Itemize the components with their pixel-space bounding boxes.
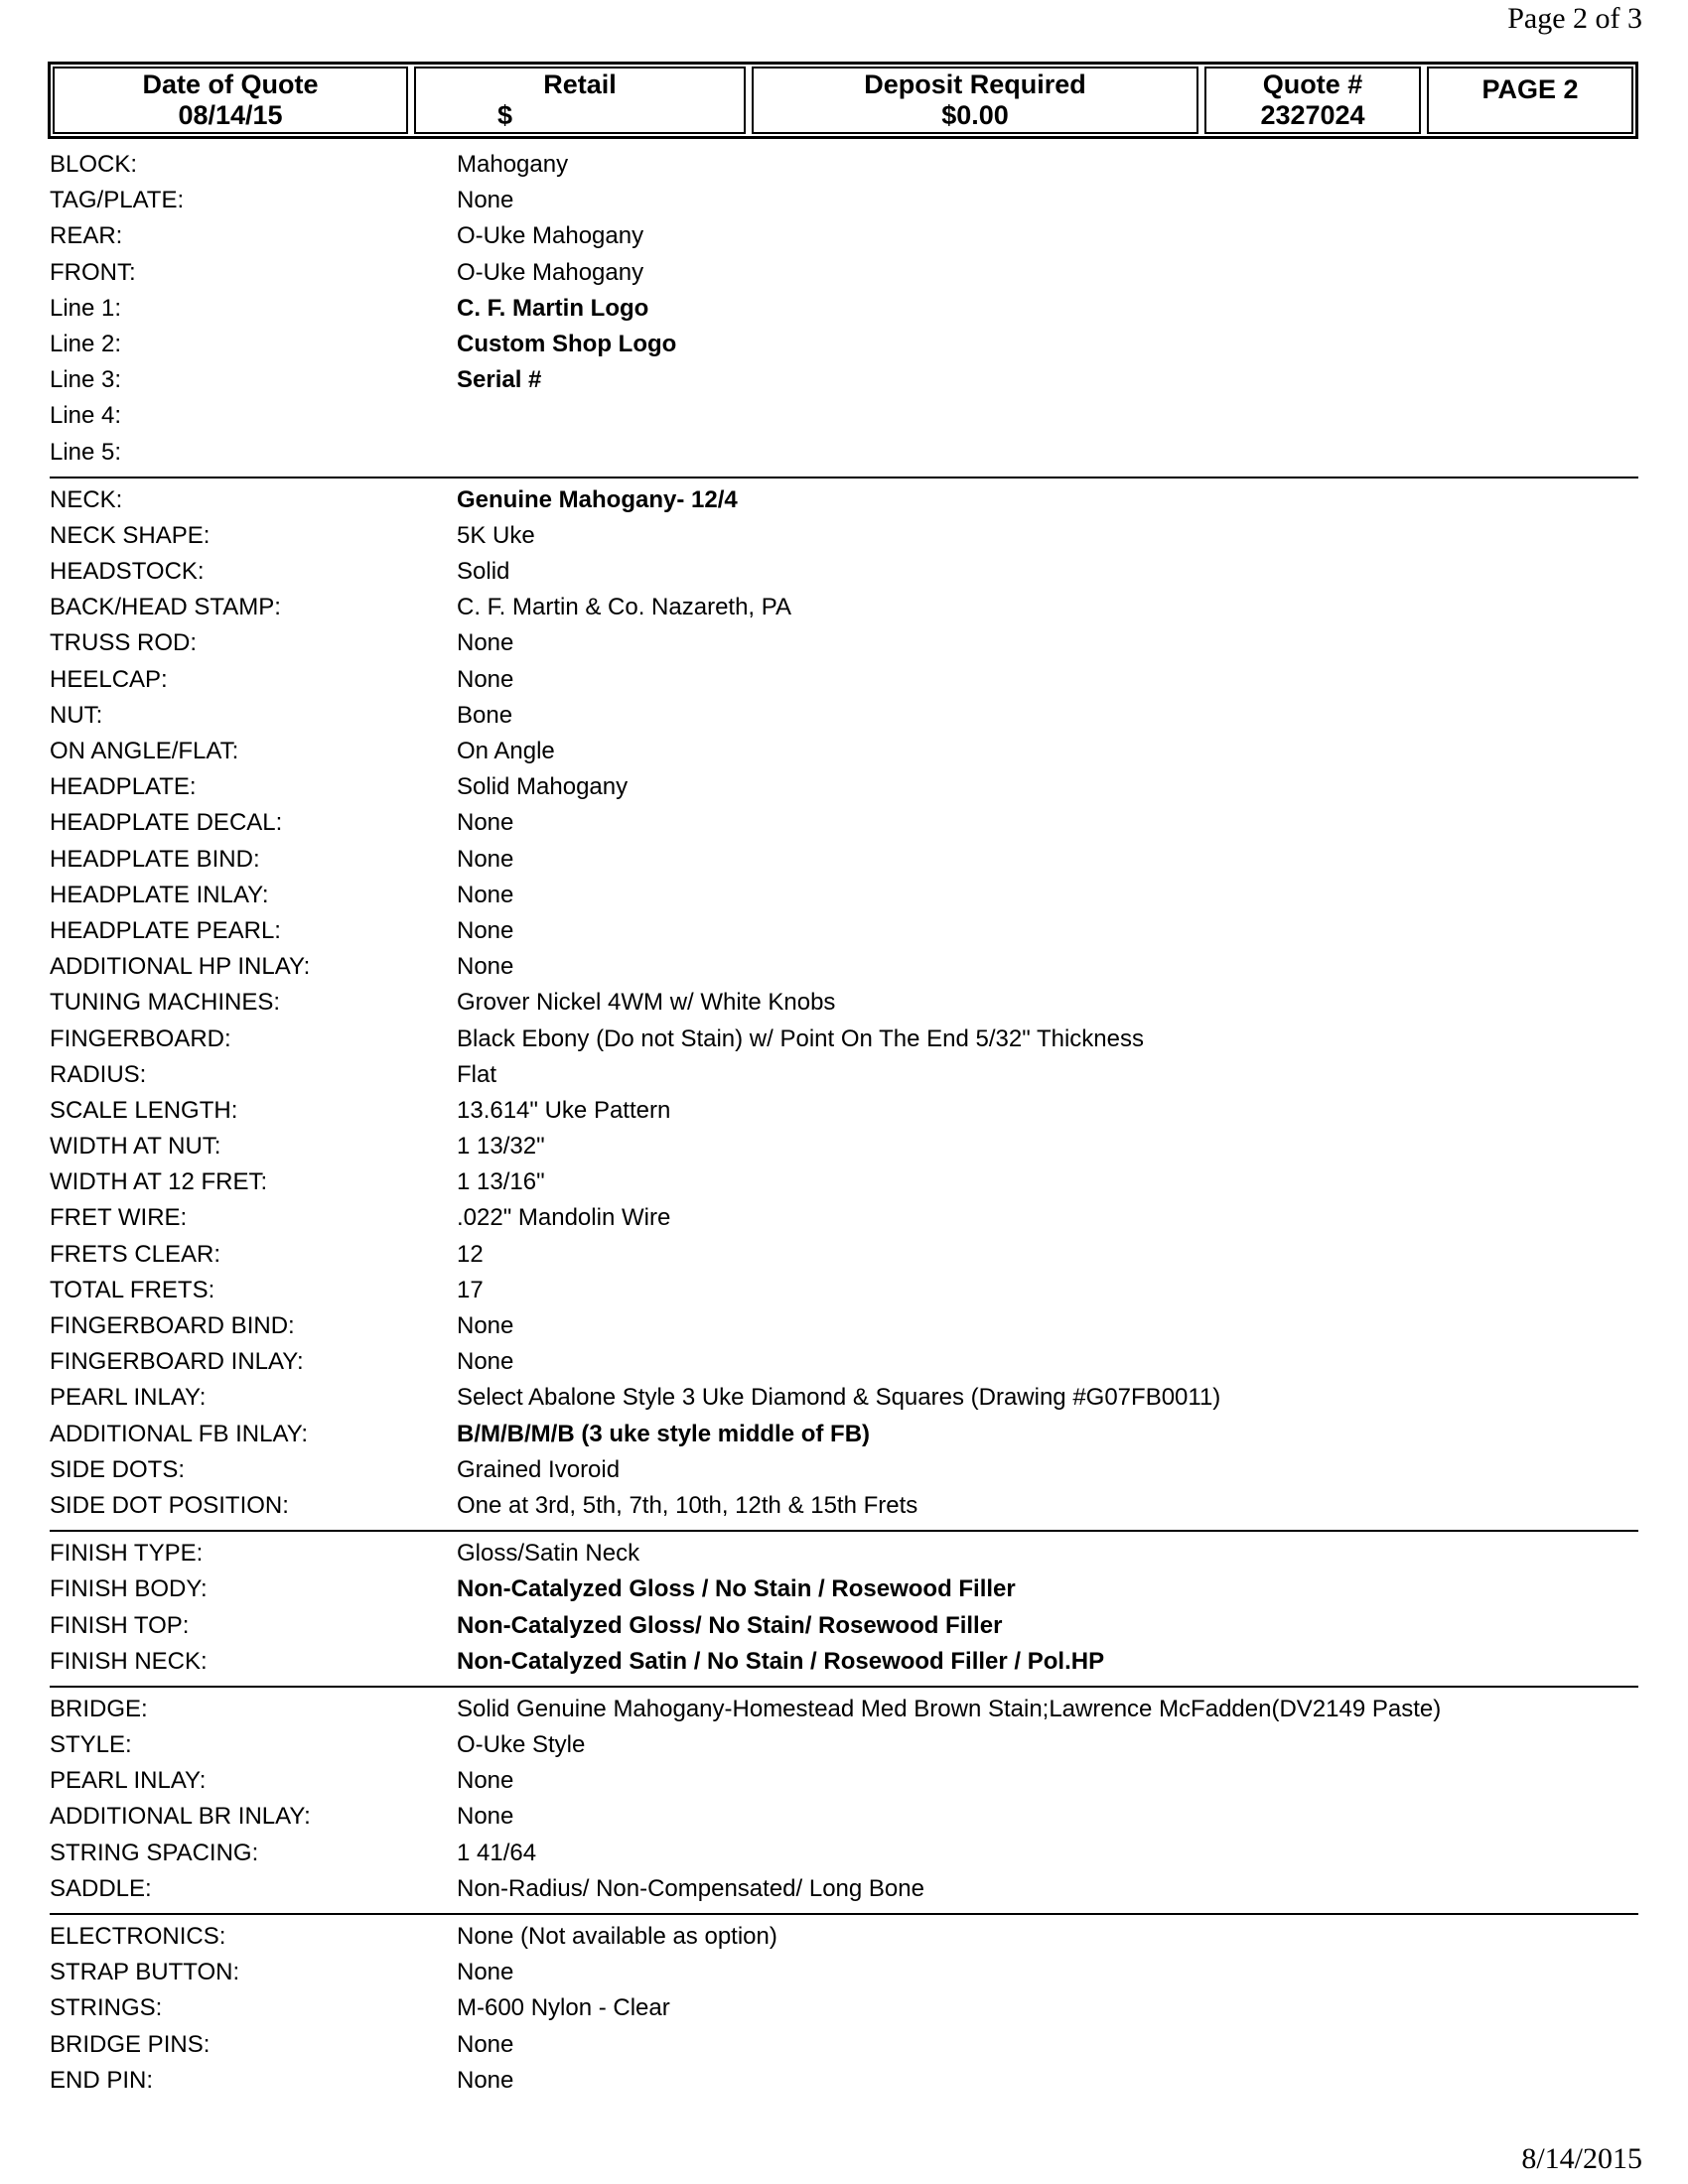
header-date-value: 08/14/15 [178,100,283,130]
spec-value: Non-Radius/ Non-Compensated/ Long Bone [457,1874,924,1902]
header-deposit-value: $0.00 [941,100,1009,130]
spec-label: BACK/HEAD STAMP: [50,594,281,621]
spec-label: HEADPLATE: [50,773,197,801]
spec-label: STRING SPACING: [50,1839,259,1866]
spec-value: 1 41/64 [457,1839,537,1866]
spec-row [50,805,1638,841]
spec-value: Solid Genuine Mahogany-Homestead Med Brown Stain;Lawrence McFadden(DV2149 Paste) [457,1695,1442,1722]
spec-label: SADDLE: [50,1874,152,1902]
spec-row [50,1871,1638,1907]
spec-row [50,554,1638,590]
header-retail-cell [414,67,746,134]
spec-label: Line 2: [50,330,122,357]
spec-row [50,2027,1638,2063]
spec-section [50,147,1638,471]
spec-row [50,1536,1638,1571]
spec-value: O-Uke Style [457,1731,586,1759]
section-divider [50,1530,1638,1532]
section-divider [50,1686,1638,1688]
spec-value: None [457,1767,514,1795]
section-divider [50,1913,1638,1915]
spec-row [50,1200,1638,1236]
spec-value: 1 13/32" [457,1133,545,1160]
spec-label: REAR: [50,222,123,250]
spec-label: ADDITIONAL FB INLAY: [50,1420,309,1447]
spec-row [50,291,1638,327]
spec-row [50,435,1638,471]
spec-section [50,1692,1638,1907]
spec-row [50,1571,1638,1607]
spec-label: HEADSTOCK: [50,558,205,586]
spec-row [50,1022,1638,1057]
spec-label: HEADPLATE INLAY: [50,881,269,908]
spec-row [50,482,1638,518]
spec-value: Grover Nickel 4WM w/ White Knobs [457,989,836,1017]
spec-value: None [457,2066,514,2094]
header-deposit-title: Deposit Required [864,69,1086,99]
spec-value: Select Abalone Style 3 Uke Diamond & Squares (Drawing #G07FB0011) [457,1384,1221,1412]
spec-label: FINGERBOARD: [50,1024,231,1052]
spec-row [50,769,1638,805]
section-divider [50,477,1638,478]
spec-label: NECK SHAPE: [50,521,211,549]
spec-label: SCALE LENGTH: [50,1096,238,1124]
header-retail-title: Retail [543,69,617,99]
spec-row [50,1990,1638,2026]
spec-value: Serial # [457,366,542,394]
spec-label: ELECTRONICS: [50,1923,226,1950]
spec-label: WIDTH AT 12 FRET: [50,1168,268,1196]
spec-value: Gloss/Satin Neck [457,1540,640,1568]
spec-row [50,518,1638,554]
spec-label: ADDITIONAL HP INLAY: [50,953,311,981]
spec-row [50,985,1638,1021]
spec-row [50,878,1638,913]
spec-value: None [457,953,514,981]
spec-row [50,625,1638,661]
header-deposit-cell [752,67,1198,134]
spec-value: Genuine Mahogany- 12/4 [457,485,738,513]
spec-label: NUT: [50,701,103,729]
spec-value: None [457,629,514,657]
spec-row [50,1380,1638,1416]
spec-value: Non-Catalyzed Gloss/ No Stain/ Rosewood Filler [457,1611,1003,1639]
spec-value: Custom Shop Logo [457,330,677,357]
spec-row [50,1129,1638,1164]
spec-value: 12 [457,1240,484,1268]
spec-section [50,1919,1638,2099]
spec-row [50,1308,1638,1344]
spec-row [50,255,1638,291]
header-quote-cell [1204,67,1421,134]
spec-value: 1 13/16" [457,1168,545,1196]
spec-value: .022" Mandolin Wire [457,1204,671,1232]
spec-label: HEADPLATE DECAL: [50,809,283,837]
spec-value: 17 [457,1276,484,1303]
spec-label: FRONT: [50,258,136,286]
spec-section [50,1536,1638,1680]
spec-label: HEELCAP: [50,665,168,693]
spec-value: None (Not available as option) [457,1923,777,1950]
spec-row [50,1919,1638,1955]
header-page-title: PAGE 2 [1481,74,1579,104]
spec-value: One at 3rd, 5th, 7th, 10th, 12th & 15th Frets [457,1491,918,1519]
spec-value: None [457,916,514,944]
spec-row [50,362,1638,398]
spec-value: Non-Catalyzed Satin / No Stain / Rosewood Filler / Pol.HP [457,1647,1105,1675]
spec-label: STYLE: [50,1731,132,1759]
spec-label: END PIN: [50,2066,154,2094]
spec-label: FINISH TOP: [50,1611,190,1639]
spec-value: None [457,1803,514,1831]
spec-value: Non-Catalyzed Gloss / No Stain / Rosewood Filler [457,1575,1016,1603]
spec-section [50,482,1638,1524]
spec-row [50,1692,1638,1727]
spec-row [50,1344,1638,1380]
spec-row [50,1417,1638,1452]
spec-value: C. F. Martin & Co. Nazareth, PA [457,594,791,621]
spec-row [50,1237,1638,1273]
spec-value: M-600 Nylon - Clear [457,1994,670,2022]
spec-value: On Angle [457,738,555,764]
spec-row [50,398,1638,434]
spec-label: FRET WIRE: [50,1204,188,1232]
spec-label: STRAP BUTTON: [50,1959,240,1986]
spec-label: PEARL INLAY: [50,1384,207,1412]
spec-row [50,327,1638,362]
spec-label: STRINGS: [50,1994,163,2022]
spec-row [50,842,1638,878]
spec-row [50,1452,1638,1488]
spec-value: 13.614" Uke Pattern [457,1096,671,1124]
spec-value: O-Uke Mahogany [457,258,644,286]
spec-row [50,2063,1638,2099]
spec-label: ADDITIONAL BR INLAY: [50,1803,311,1831]
spec-value: None [457,1959,514,1986]
spec-label: Line 3: [50,366,122,394]
spec-row [50,734,1638,769]
spec-value: None [457,187,514,214]
spec-row [50,1836,1638,1871]
spec-value: Solid Mahogany [457,773,629,801]
spec-value: Mahogany [457,151,569,178]
spec-value: Solid [457,558,510,586]
spec-value: Bone [457,701,513,729]
spec-row [50,949,1638,985]
header-quote-title: Quote # [1262,69,1363,99]
spec-row [50,1093,1638,1129]
spec-label: Line 1: [50,294,122,322]
header-date-title: Date of Quote [142,69,319,99]
spec-row [50,1763,1638,1799]
spec-value: None [457,881,514,908]
spec-value: None [457,2030,514,2058]
spec-label: TUNING MACHINES: [50,989,281,1017]
spec-label: FINGERBOARD INLAY: [50,1348,304,1376]
spec-row [50,1488,1638,1524]
spec-label: FINISH BODY: [50,1575,208,1603]
quote-header [48,62,1638,139]
spec-label: TRUSS ROD: [50,629,198,657]
spec-label: FINGERBOARD BIND: [50,1312,295,1339]
spec-value: None [457,665,514,693]
spec-row [50,218,1638,254]
spec-value: C. F. Martin Logo [457,294,649,322]
spec-row [50,698,1638,734]
header-retail-value: $ [497,100,513,130]
spec-value: Black Ebony (Do not Stain) w/ Point On The End 5/32" Thickness [457,1024,1144,1052]
spec-label: ON ANGLE/FLAT: [50,738,239,764]
header-quote-value: 2327024 [1260,100,1365,130]
spec-label: FINISH TYPE: [50,1540,204,1568]
spec-row [50,1057,1638,1093]
spec-label: PEARL INLAY: [50,1767,207,1795]
spec-label: RADIUS: [50,1060,147,1088]
spec-label: TOTAL FRETS: [50,1276,215,1303]
spec-list [50,147,1638,2099]
spec-label: HEADPLATE BIND: [50,845,260,873]
header-date-cell [53,67,408,134]
spec-label: Line 5: [50,438,122,466]
spec-row [50,662,1638,698]
spec-value: Grained Ivoroid [457,1455,621,1483]
spec-label: HEADPLATE PEARL: [50,916,281,944]
spec-value: Flat [457,1060,497,1088]
spec-label: BRIDGE: [50,1695,148,1722]
spec-label: BRIDGE PINS: [50,2030,211,2058]
page-number-top: Page 2 of 3 [1507,2,1642,35]
spec-row [50,183,1638,218]
spec-row [50,913,1638,949]
spec-label: FRETS CLEAR: [50,1240,221,1268]
spec-row [50,147,1638,183]
spec-label: FINISH NECK: [50,1647,208,1675]
spec-row [50,1799,1638,1835]
spec-value: None [457,809,514,837]
spec-row [50,1164,1638,1200]
spec-value: B/M/B/M/B (3 uke style middle of FB) [457,1420,871,1447]
spec-label: NECK: [50,485,123,513]
spec-label: SIDE DOTS: [50,1455,186,1483]
spec-row [50,590,1638,625]
spec-row [50,1727,1638,1763]
spec-label: TAG/PLATE: [50,187,185,214]
spec-value: 5K Uke [457,521,535,549]
spec-row [50,1955,1638,1990]
spec-label: BLOCK: [50,151,138,178]
spec-value: None [457,1312,514,1339]
spec-row [50,1608,1638,1644]
spec-label: WIDTH AT NUT: [50,1133,221,1160]
spec-value: O-Uke Mahogany [457,222,644,250]
spec-value: None [457,845,514,873]
print-date: 8/14/2015 [1521,2142,1642,2175]
spec-row [50,1644,1638,1680]
spec-label: Line 4: [50,402,122,430]
spec-value: None [457,1348,514,1376]
header-page-cell [1427,67,1633,134]
spec-label: SIDE DOT POSITION: [50,1491,289,1519]
spec-row [50,1273,1638,1308]
